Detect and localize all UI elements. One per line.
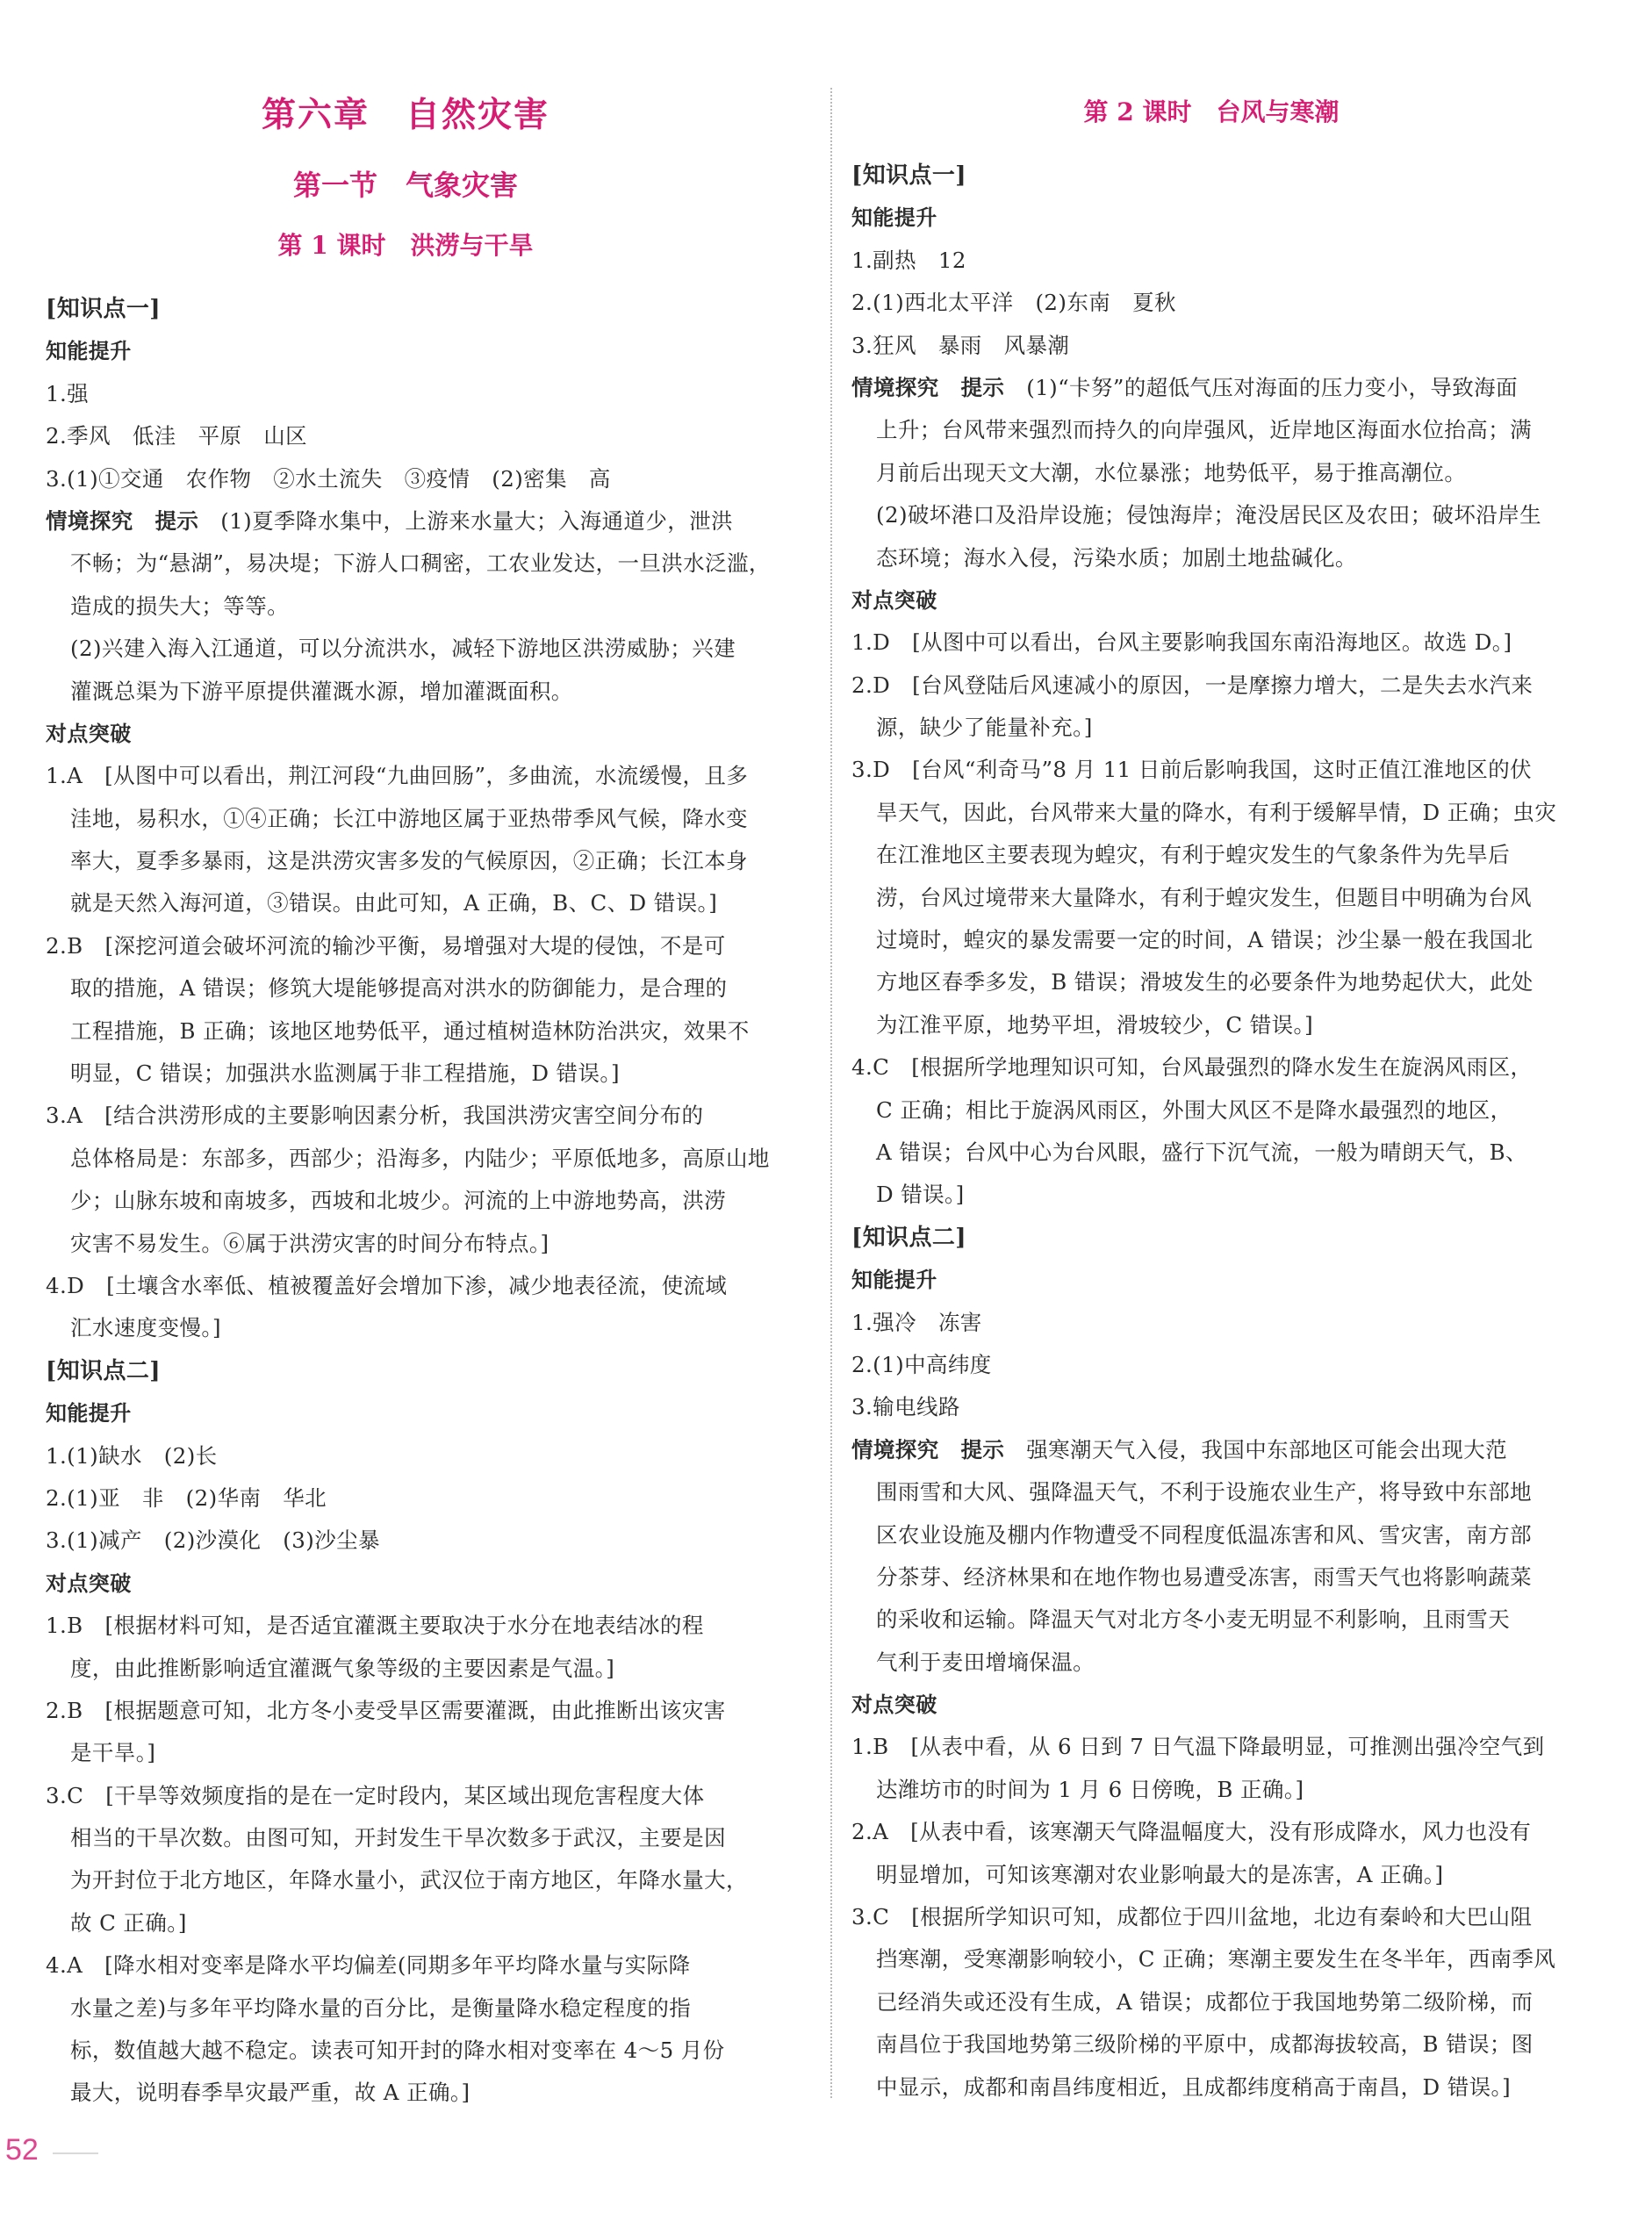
text-line: (2)破坏港口及沿岸设施；侵蚀海岸；淹没居民区及农田；破坏沿岸生 (876, 502, 1542, 528)
text-line: 2.B [深挖河道会破坏河流的输沙平衡，易增强对大堤的侵蚀，不是可 (46, 932, 726, 959)
page-number: 52 (5, 2133, 39, 2167)
text-line: 2.D [台风登陆后风速减小的原因，一是摩擦力增大，二是失去水汽来 (851, 672, 1533, 698)
text-line: 灌溉总渠为下游平原提供灌溉水源，增加灌溉面积。 (70, 678, 573, 704)
knowledge-point-heading: [知识点二] (851, 1224, 967, 1251)
text-line: 3.C [根据所学知识可知，成都位于四川盆地，北边有秦岭和大巴山阻 (851, 1904, 1533, 1930)
text-line: D 错误。] (876, 1182, 965, 1208)
text-line: 旱天气，因此，台风带来大量的降水，有利于缓解旱情，D 正确；虫灾 (876, 799, 1557, 825)
text-line: 为开封位于北方地区，年降水量小，武汉位于南方地区，年降水量大， (70, 1867, 748, 1894)
section-title: 第一节 气象灾害 (292, 169, 518, 202)
text-line: 4.D [土壤含水率低、植被覆盖好会增加下渗，减少地表径流，使流域 (46, 1272, 728, 1298)
text-line: 南昌位于我国地势第三级阶梯的平原中，成都海拔较高，B 错误；图 (876, 2031, 1533, 2058)
text-line: 总体格局是：东部多，西部少；沿海多，内陆少；平原低地多，高原山地 (70, 1145, 770, 1171)
text-line: 造成的损失大；等等。 (70, 593, 289, 619)
text-line: 态环境；海水入侵，污染水质；加剧土地盐碱化。 (876, 544, 1357, 571)
text-line: 就是天然入海河道，③错误。由此可知，A 正确，B、C、D 错误。] (70, 890, 718, 916)
subsection-heading: 对点突破 (46, 721, 132, 746)
lesson-title: 第 1 课时 洪涝与干旱 (277, 231, 534, 260)
text-line: 水量之差)与多年平均降水量的百分比，是衡量降水稳定程度的指 (70, 1994, 692, 2021)
text-line: 3.输电线路 (851, 1394, 960, 1420)
text-line: 挡寒潮，受寒潮影响较小，C 正确；寒潮主要发生在冬半年，西南季风 (876, 1946, 1556, 1973)
text-line: 1.B [根据材料可知，是否适宜灌溉主要取决于水分在地表结冰的程 (46, 1613, 704, 1639)
column-divider (830, 88, 832, 2098)
text-line: 达潍坊市的时间为 1 月 6 日傍晚，B 正确。] (876, 1776, 1304, 1802)
text-line: 气利于麦田增墒保温。 (876, 1649, 1095, 1675)
scenario-inquiry-label: 情境探究 提示 (851, 1436, 1005, 1462)
text-line: 为江淮平原，地势平坦，滑坡较少，C 错误。] (876, 1011, 1314, 1038)
text-line: 率大，夏季多暴雨，这是洪涝灾害多发的气候原因，②正确；长江本身 (70, 848, 748, 874)
knowledge-point-heading: [知识点一] (46, 296, 162, 322)
text-line: A 错误；台风中心为台风眼，盛行下沉气流，一般为晴朗天气，B、 (876, 1139, 1527, 1165)
scenario-inquiry-line (851, 367, 1613, 409)
subsection-heading: 对点突破 (851, 587, 937, 613)
text-line: 度，由此推断影响适宜灌溉气象等级的主要因素是气温。] (70, 1655, 615, 1681)
text-line: 2.(1)中高纬度 (851, 1351, 992, 1377)
text-line: 2.(1)亚 非 (2)华南 华北 (46, 1484, 327, 1511)
scenario-inquiry-label: 情境探究 提示 (851, 374, 1005, 400)
knowledge-point-heading: [知识点一] (851, 162, 967, 189)
text-line: 分茶芽、经济林果和在地作物也易遭受冻害，雨雪天气也将影响蔬菜 (876, 1563, 1532, 1590)
text-line: 已经消失或还没有生成，A 错误；成都位于我国地势第二级阶梯，而 (876, 1988, 1533, 2015)
text-line: 2.季风 低洼 平原 山区 (46, 423, 308, 449)
text-line: 1.D [从图中可以看出，台风主要影响我国东南沿海地区。故选 D。] (851, 629, 1512, 656)
text-line: 明显，C 错误；加强洪水监测属于非工程措施，D 错误。] (70, 1060, 620, 1087)
text-line: 1.强冷 冻害 (851, 1309, 982, 1335)
text-line: 2.B [根据题意可知，北方冬小麦受旱区需要灌溉，由此推断出该灾害 (46, 1697, 726, 1723)
lesson-title-right: 第 2 课时 台风与寒潮 (1083, 97, 1340, 126)
text-line: 上升；台风带来强烈而持久的向岸强风，近岸地区海面水位抬高；满 (876, 417, 1532, 443)
text-line: 月前后出现天文大潮，水位暴涨；地势低平，易于推高潮位。 (876, 459, 1467, 485)
text-line: 3.狂风 暴雨 风暴潮 (851, 332, 1070, 358)
text-line: 汇水速度变慢。] (70, 1315, 222, 1341)
text-line: 灾害不易发生。⑥属于洪涝灾害的时间分布特点。] (70, 1230, 549, 1256)
text-line: 区农业设施及棚内作物遭受不同程度低温冻害和风、雪灾害，南方部 (876, 1521, 1532, 1548)
text-line: 围雨雪和大风、强降温天气，不利于设施农业生产，将导致中东部地 (876, 1479, 1532, 1506)
text-line: 最大，说明春季旱灾最严重，故 A 正确。] (70, 2080, 470, 2106)
subsection-heading: 对点突破 (851, 1692, 937, 1718)
text-line: 方地区春季多发，B 错误；滑坡发生的必要条件为地势起伏大，此处 (876, 969, 1533, 995)
subsection-heading: 知能提升 (851, 1268, 937, 1293)
text-line: 1.强 (46, 380, 90, 406)
text-line: 不畅；为“悬湖”，易决堤；下游人口稠密，工农业发达，一旦洪水泛滥， (70, 550, 771, 577)
text-line: 中显示，成都和南昌纬度相近，且成都纬度稍高于南昌，D 错误。] (876, 2073, 1512, 2100)
subsection-heading: 对点突破 (46, 1570, 132, 1596)
text-line: 源，缺少了能量补充。] (876, 715, 1093, 741)
subsection-heading: 知能提升 (46, 339, 132, 364)
knowledge-point-heading: [知识点二] (46, 1357, 162, 1384)
scenario-inquiry-text: 强寒潮天气入侵，我国中东部地区可能会出现大范 (1004, 1436, 1508, 1462)
text-line: 2.(1)西北太平洋 (2)东南 夏秋 (851, 290, 1176, 316)
text-line: C 正确；相比于旋涡风雨区，外围大风区不是降水最强烈的地区， (876, 1096, 1512, 1123)
text-line: 取的措施，A 错误；修筑大堤能够提高对洪水的防御能力，是合理的 (70, 975, 728, 1002)
text-line: 1.A [从图中可以看出，荆江河段“九曲回肠”，多曲流，水流缓慢，且多 (46, 763, 749, 789)
text-line: 工程措施，B 正确；该地区地势低平，通过植树造林防治洪灾，效果不 (70, 1017, 750, 1044)
text-line: 4.A [降水相对变率是降水平均偏差(同期多年平均降水量与实际降 (46, 1952, 691, 1979)
scenario-inquiry-label: 情境探究 提示 (46, 507, 199, 534)
text-line: 3.(1)减产 (2)沙漠化 (3)沙尘暴 (46, 1527, 380, 1554)
text-line: 3.C [干旱等效频度指的是在一定时段内，某区域出现危害程度大体 (46, 1782, 705, 1808)
text-line: 3.(1)①交通 农作物 ②水土流失 ③疫情 (2)密集 高 (46, 465, 611, 492)
text-line: 3.A [结合洪涝形成的主要影响因素分析，我国洪涝灾害空间分布的 (46, 1103, 704, 1129)
text-line: 少；山脉东坡和南坡多，西坡和北坡少。河流的上中游地势高，洪涝 (70, 1188, 726, 1214)
subsection-heading: 知能提升 (46, 1401, 132, 1427)
scenario-inquiry-line (46, 500, 811, 543)
text-line: 1.B [从表中看，从 6 日到 7 日气温下降最明显，可推测出强冷空气到 (851, 1734, 1545, 1760)
text-line: 洼地，易积水，①④正确；长江中游地区属于亚热带季风气候，降水变 (70, 805, 748, 831)
text-line: 3.D [台风“利奇马”8 月 11 日前后影响我国，这时正值江淮地区的伏 (851, 757, 1533, 783)
text-line: 是干旱。] (70, 1740, 156, 1766)
text-line: 标，数值越大越不稳定。读表可知开封的降水相对变率在 4～5 月份 (70, 2037, 725, 2064)
text-line: 相当的干旱次数。由图可知，开封发生干旱次数多于武汉，主要是因 (70, 1825, 726, 1851)
text-line: 4.C [根据所学地理知识可知，台风最强烈的降水发生在旋涡风雨区， (851, 1054, 1533, 1081)
text-line: 2.A [从表中看，该寒潮天气降温幅度大，没有形成降水，风力也没有 (851, 1819, 1532, 1845)
text-line: 故 C 正确。] (70, 1909, 187, 1936)
scenario-inquiry-text: (1)夏季降水集中，上游来水量大；入海通道少，泄洪 (198, 507, 733, 534)
text-line: 明显增加，可知该寒潮对农业影响最大的是冻害，A 正确。] (876, 1861, 1444, 1887)
right-answer-lines (851, 155, 1613, 2109)
text-line: 在江淮地区主要表现为蝗灾，有利于蝗灾发生的气象条件为先旱后 (876, 842, 1511, 868)
text-line: 涝，台风过境带来大量降水，有利于蝗灾发生，但题目中明确为台风 (876, 884, 1532, 910)
text-line: 过境时，蝗灾的暴发需要一定的时间，A 错误；沙尘暴一般在我国北 (876, 927, 1533, 953)
left-answer-lines (46, 288, 811, 2115)
subsection-heading: 知能提升 (851, 205, 937, 231)
text-line: (2)兴建入海入江通道，可以分流洪水，减轻下游地区洪涝威胁；兴建 (70, 636, 736, 662)
text-line: 1.副热 12 (851, 247, 966, 273)
text-line: 1.(1)缺水 (2)长 (46, 1442, 218, 1469)
scenario-inquiry-text: (1)“卡努”的超低气压对海面的压力变小，导致海面 (1004, 374, 1518, 400)
scenario-inquiry-line (851, 1429, 1613, 1471)
chapter-title: 第六章 自然灾害 (261, 95, 549, 135)
page-number-rule (53, 2152, 98, 2154)
text-line: 的采收和运输。降温天气对北方冬小麦无明显不利影响，且雨雪天 (876, 1606, 1511, 1633)
